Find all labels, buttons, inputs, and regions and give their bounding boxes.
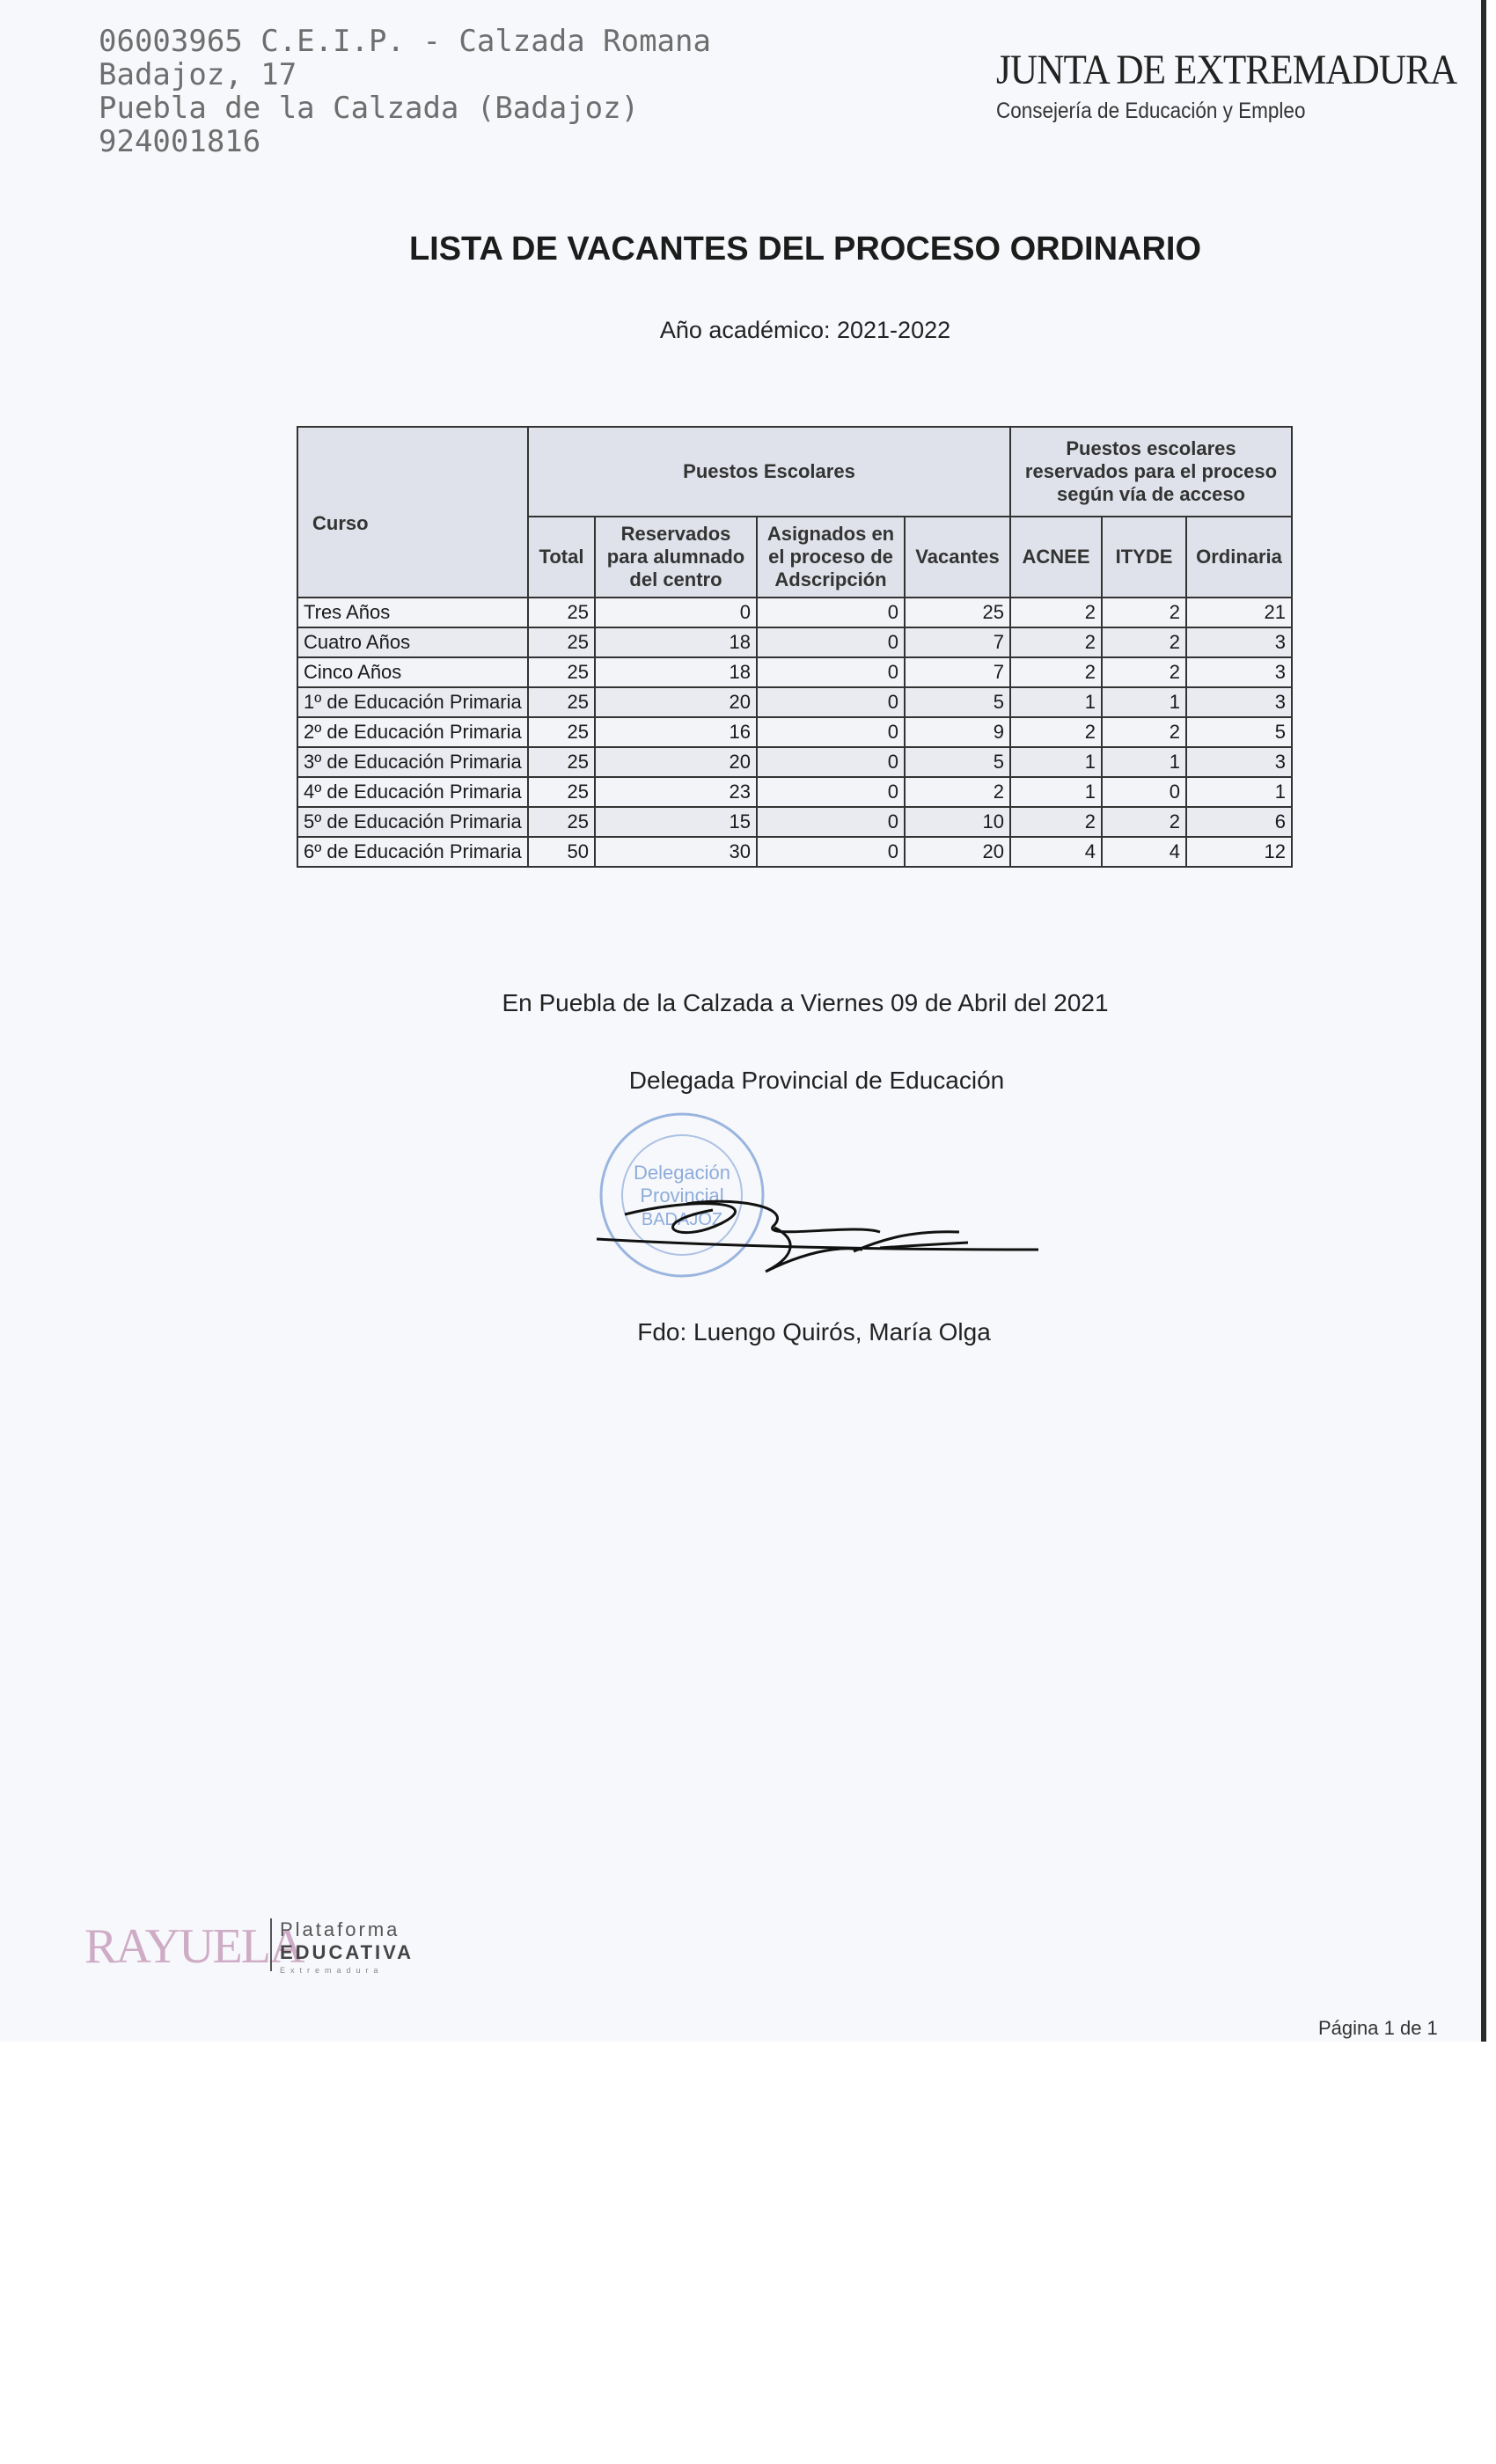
cell-ordinaria: 1 [1186,777,1292,807]
cell-ityde: 2 [1102,807,1186,837]
school-header [99,25,711,158]
cell-acnee: 1 [1010,777,1102,807]
cell-vacantes: 5 [905,747,1010,777]
cell-reservados: 18 [595,657,757,687]
cell-reservados: 20 [595,687,757,717]
junta-subtitle: Consejería de Educación y Empleo [996,99,1306,123]
page-number: Página 1 de 1 [1318,2017,1438,2039]
cell-vacantes: 9 [905,717,1010,747]
header-ordinaria: Ordinaria [1186,517,1292,598]
table-row [297,687,1292,717]
stamp-text-line3: BADAJOZ [641,1210,723,1229]
school-address: Badajoz, 17 [99,57,297,92]
header-reservados: Reservados para alumnado del centro [595,517,757,598]
cell-acnee: 2 [1010,807,1102,837]
cell-acnee: 2 [1010,717,1102,747]
logo-educativa: EDUCATIVA [280,1941,414,1963]
cell-curso: 4º de Educación Primaria [297,777,528,807]
vacancies-table [297,426,1293,868]
cell-curso: 3º de Educación Primaria [297,747,528,777]
document-title: LISTA DE VACANTES DEL PROCESO ORDINARIO [408,231,1202,268]
school-town: Puebla de la Calzada (Badajoz) [99,91,640,126]
cell-ordinaria: 12 [1186,837,1292,867]
academic-year: Año académico: 2021-2022 [659,317,951,343]
cell-curso: 2º de Educación Primaria [297,717,528,747]
cell-acnee: 4 [1010,837,1102,867]
stamp-text-line1: Delegación [633,1162,731,1184]
header-ityde: ITYDE [1102,517,1186,598]
cell-asignados: 0 [757,837,905,867]
cell-curso: Cinco Años [297,657,528,687]
header-total: Total [528,517,595,598]
cell-total: 25 [528,717,595,747]
cell-ityde: 2 [1102,657,1186,687]
cell-ordinaria: 21 [1186,598,1292,627]
cell-curso: 5º de Educación Primaria [297,807,528,837]
place-and-date: En Puebla de la Calzada a Viernes 09 de Abril del 2021 [502,989,1109,1016]
cell-ityde: 2 [1102,717,1186,747]
cell-curso: Cuatro Años [297,627,528,657]
cell-asignados: 0 [757,717,905,747]
cell-acnee: 1 [1010,687,1102,717]
table-row [297,807,1292,837]
cell-asignados: 0 [757,777,905,807]
cell-ordinaria: 3 [1186,747,1292,777]
signature-stroke-3 [766,1228,862,1272]
cell-vacantes: 5 [905,687,1010,717]
cell-asignados: 0 [757,627,905,657]
table-body [297,598,1292,867]
table-row [297,627,1292,657]
cell-reservados: 15 [595,807,757,837]
cell-ordinaria: 3 [1186,657,1292,687]
cell-total: 25 [528,598,595,627]
cell-ityde: 2 [1102,627,1186,657]
cell-total: 25 [528,807,595,837]
signature-underline [597,1239,1038,1250]
table-row [297,777,1292,807]
cell-ityde: 4 [1102,837,1186,867]
cell-asignados: 0 [757,807,905,837]
cell-ityde: 0 [1102,777,1186,807]
table-row [297,837,1292,867]
cell-vacantes: 2 [905,777,1010,807]
cell-total: 25 [528,777,595,807]
cell-reservados: 16 [595,717,757,747]
cell-total: 25 [528,627,595,657]
table-row [297,747,1292,777]
header-acnee: ACNEE [1010,517,1102,598]
table-row [297,657,1292,687]
cell-ordinaria: 3 [1186,687,1292,717]
logo-region: Extremadura [280,1966,384,1975]
cell-ityde: 2 [1102,598,1186,627]
table-row [297,598,1292,627]
junta-logo-block [996,48,1496,124]
cell-ordinaria: 5 [1186,717,1292,747]
cell-reservados: 20 [595,747,757,777]
cell-acnee: 2 [1010,657,1102,687]
school-phone: 924001816 [99,124,261,159]
cell-ityde: 1 [1102,747,1186,777]
junta-title: JUNTA DE EXTREMADURA [996,47,1457,93]
cell-curso: 6º de Educación Primaria [297,837,528,867]
cell-asignados: 0 [757,747,905,777]
cell-vacantes: 25 [905,598,1010,627]
cell-vacantes: 7 [905,657,1010,687]
signature-stroke-1 [625,1204,736,1233]
cell-total: 25 [528,687,595,717]
cell-ityde: 1 [1102,687,1186,717]
cell-ordinaria: 6 [1186,807,1292,837]
cell-vacantes: 7 [905,627,1010,657]
cell-acnee: 1 [1010,747,1102,777]
cell-vacantes: 20 [905,837,1010,867]
table-row [297,717,1292,747]
header-vacantes: Vacantes [905,517,1010,598]
header-puestos-escolares: Puestos Escolares [528,427,1010,517]
cell-reservados: 18 [595,627,757,657]
cell-total: 50 [528,837,595,867]
stamp-text-line2: Provincial [640,1184,724,1206]
rayuela-logo [84,1908,454,1978]
handwritten-signature [590,1162,1047,1294]
signer-role: Delegada Provincial de Educación [628,1067,1005,1094]
header-asignados: Asignados en el proceso de Adscripción [757,517,905,598]
logo-plataforma: Plataforma [280,1918,400,1940]
cell-reservados: 23 [595,777,757,807]
header-curso: Curso [297,427,528,598]
cell-acnee: 2 [1010,598,1102,627]
cell-curso: 1º de Educación Primaria [297,687,528,717]
signed-by-name: Fdo: Luengo Quirós, María Olga [637,1318,991,1346]
cell-acnee: 2 [1010,627,1102,657]
cell-vacantes: 10 [905,807,1010,837]
cell-total: 25 [528,747,595,777]
cell-asignados: 0 [757,598,905,627]
cell-asignados: 0 [757,687,905,717]
school-code-name: 06003965 C.E.I.P. - Calzada Romana [99,24,711,59]
page-edge [1481,0,1486,2042]
cell-ordinaria: 3 [1186,627,1292,657]
rayuela-wordmark: RAYUELA [84,1919,304,1974]
cell-total: 25 [528,657,595,687]
header-puestos-reservados: Puestos escolares reservados para el proceso según vía de acceso [1010,427,1292,517]
cell-reservados: 0 [595,598,757,627]
cell-curso: Tres Años [297,598,528,627]
cell-asignados: 0 [757,657,905,687]
cell-reservados: 30 [595,837,757,867]
